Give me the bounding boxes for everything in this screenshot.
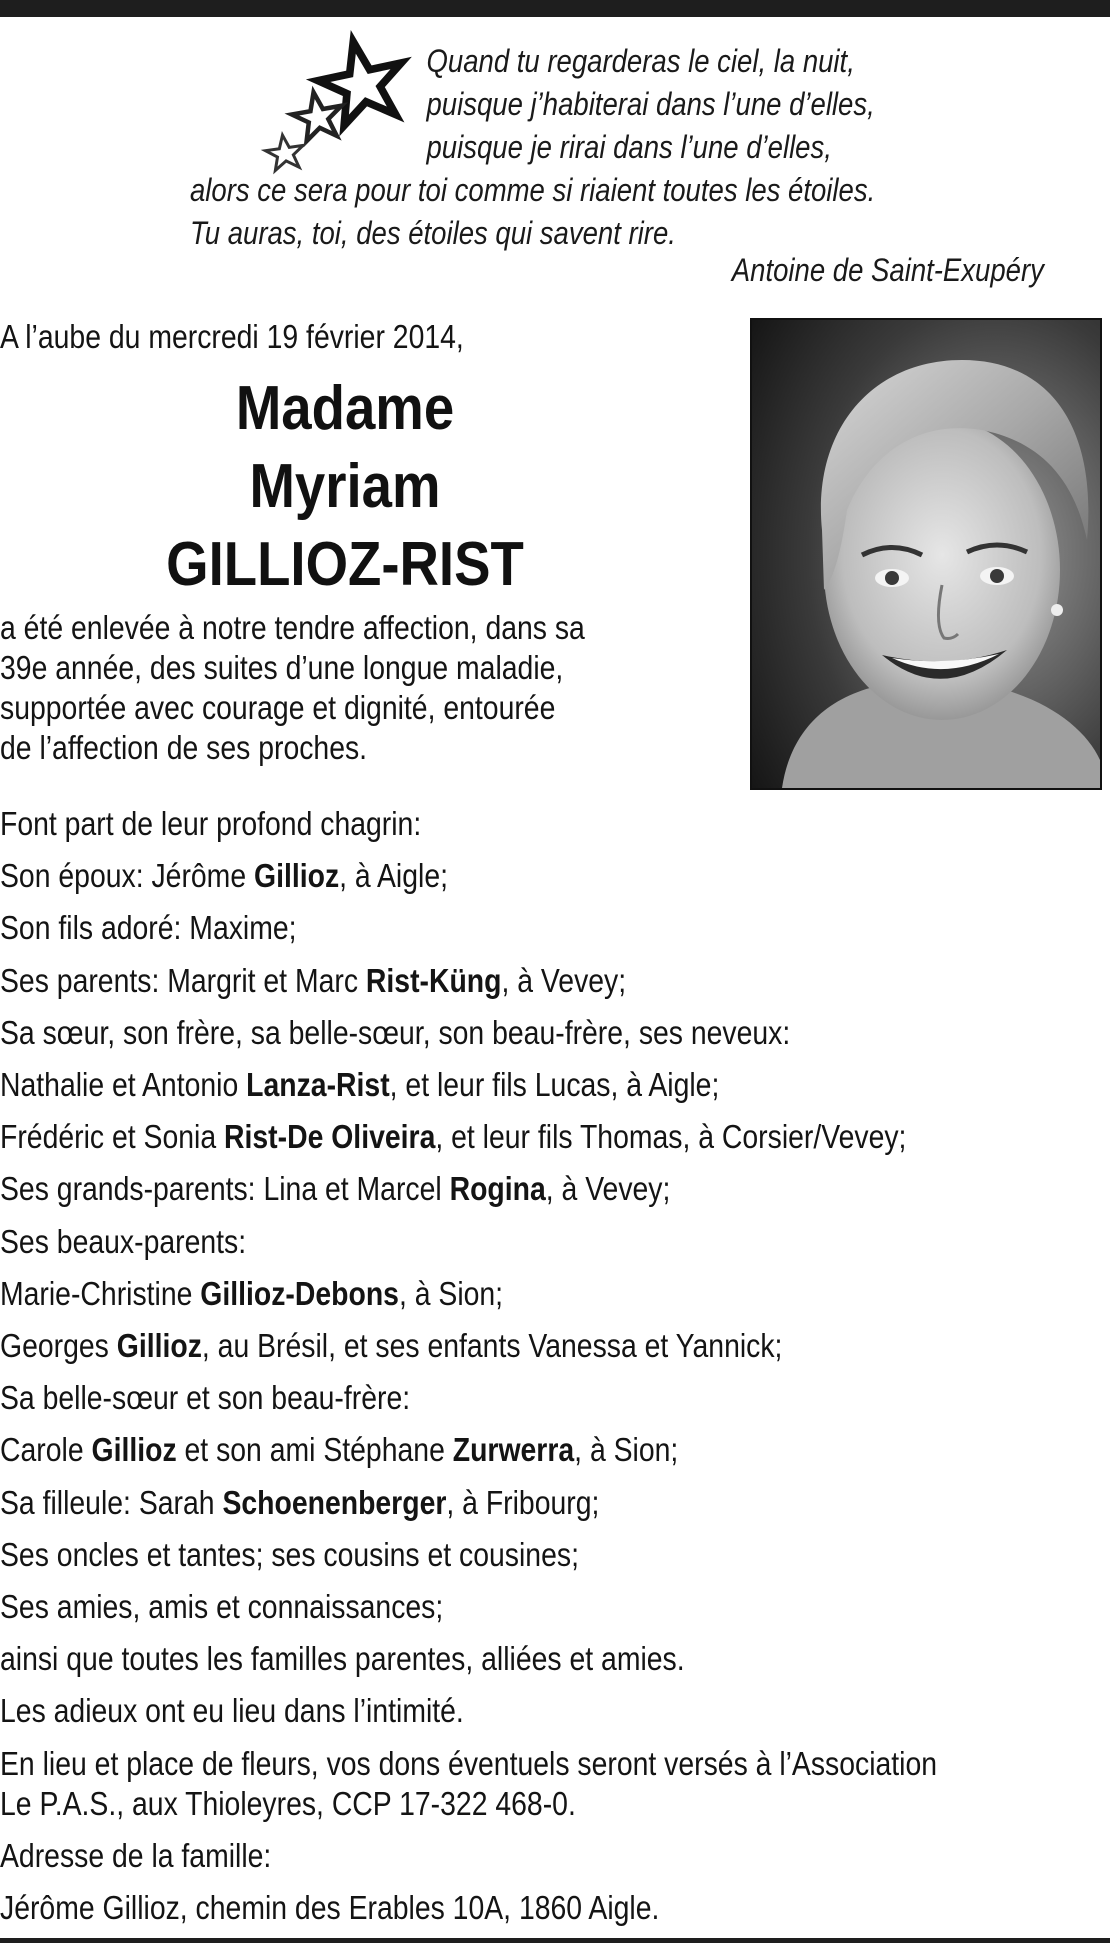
donation-line: Le P.A.S., aux Thioleyres, CCP 17-322 468-0. <box>0 1784 576 1822</box>
list-item: Ses amies, amis et connaissances; <box>0 1588 444 1626</box>
quote-line: puisque j’habiterai dans l’une d’elles, <box>426 86 875 122</box>
top-rule <box>0 0 1110 17</box>
quote-line: puisque je rirai dans l’une d’elles, <box>426 129 832 165</box>
bottom-rule <box>0 1938 1110 1943</box>
paragraph-line: de l’affection de ses proches. <box>0 729 368 766</box>
family-list <box>0 798 1109 1934</box>
list-item: Ses beaux-parents: <box>0 1222 247 1260</box>
donation-notice <box>0 1738 1109 1830</box>
deceased-name <box>0 370 690 604</box>
list-item: Font part de leur profond chagrin: <box>0 805 422 842</box>
list-item: Son fils adoré: Maxime; <box>0 909 297 947</box>
list-item: Son époux: Jérôme Gillioz, à Aigle; <box>0 857 449 895</box>
list-item: Nathalie et Antonio Lanza-Rist, et leur fils Lucas, à Aigle; <box>0 1066 720 1104</box>
paragraph-line: a été enlevée à notre tendre affection, dans sa <box>0 609 585 646</box>
address-value: Jérôme Gillioz, chemin des Erables 10A, 1860 Aigle. <box>0 1888 660 1926</box>
address-label: Adresse de la famille: <box>0 1836 272 1874</box>
name-title: Madame <box>235 374 455 443</box>
paragraph-line: supportée avec courage et dignité, entourée <box>0 689 556 726</box>
list-item: Ses grands-parents: Lina et Marcel Rogina, à Vevey; <box>0 1170 671 1208</box>
list-item: Frédéric et Sonia Rist-De Oliveira, et leur fils Thomas, à Corsier/Vevey; <box>0 1118 907 1156</box>
quote-line: alors ce sera pour toi comme si riaient toutes les étoiles. <box>190 172 876 208</box>
list-item: Les adieux ont eu lieu dans l’intimité. <box>0 1692 464 1730</box>
donation-line: En lieu et place de fleurs, vos dons éventuels seront versés à l’Association <box>0 1744 938 1782</box>
quote <box>190 40 930 255</box>
announcement-paragraph <box>0 608 688 768</box>
quote-author: Antoine de Saint-Exupéry <box>731 252 1044 288</box>
list-item: Sa belle-sœur et son beau-frère: <box>0 1379 411 1417</box>
portrait-photo <box>750 318 1102 790</box>
name-first: Myriam <box>249 452 441 521</box>
list-item: Ses oncles et tantes; ses cousins et cousines; <box>0 1535 579 1573</box>
list-item: Marie-Christine Gillioz-Debons, à Sion; <box>0 1274 504 1312</box>
name-last: GILLIOZ-RIST <box>166 530 524 599</box>
portrait-image <box>752 320 1100 788</box>
list-item: Sa filleule: Sarah Schoenenberger, à Fribourg; <box>0 1483 600 1521</box>
list-item: ainsi que toutes les familles parentes, alliées et amies. <box>0 1640 685 1678</box>
intro-date: A l’aube du mercredi 19 février 2014, <box>0 318 464 355</box>
list-item: Sa sœur, son frère, sa belle-sœur, son beau-frère, ses neveux: <box>0 1013 791 1051</box>
quote-line: Quand tu regarderas le ciel, la nuit, <box>426 43 855 79</box>
list-item: Ses parents: Margrit et Marc Rist-Küng, à Vevey; <box>0 961 627 999</box>
quote-line: Tu auras, toi, des étoiles qui savent rire. <box>190 215 676 251</box>
list-item: Carole Gillioz et son ami Stéphane Zurwerra, à Sion; <box>0 1431 679 1469</box>
paragraph-line: 39e année, des suites d’une longue maladie, <box>0 649 564 686</box>
list-item: Georges Gillioz, au Brésil, et ses enfants Vanessa et Yannick; <box>0 1327 783 1365</box>
